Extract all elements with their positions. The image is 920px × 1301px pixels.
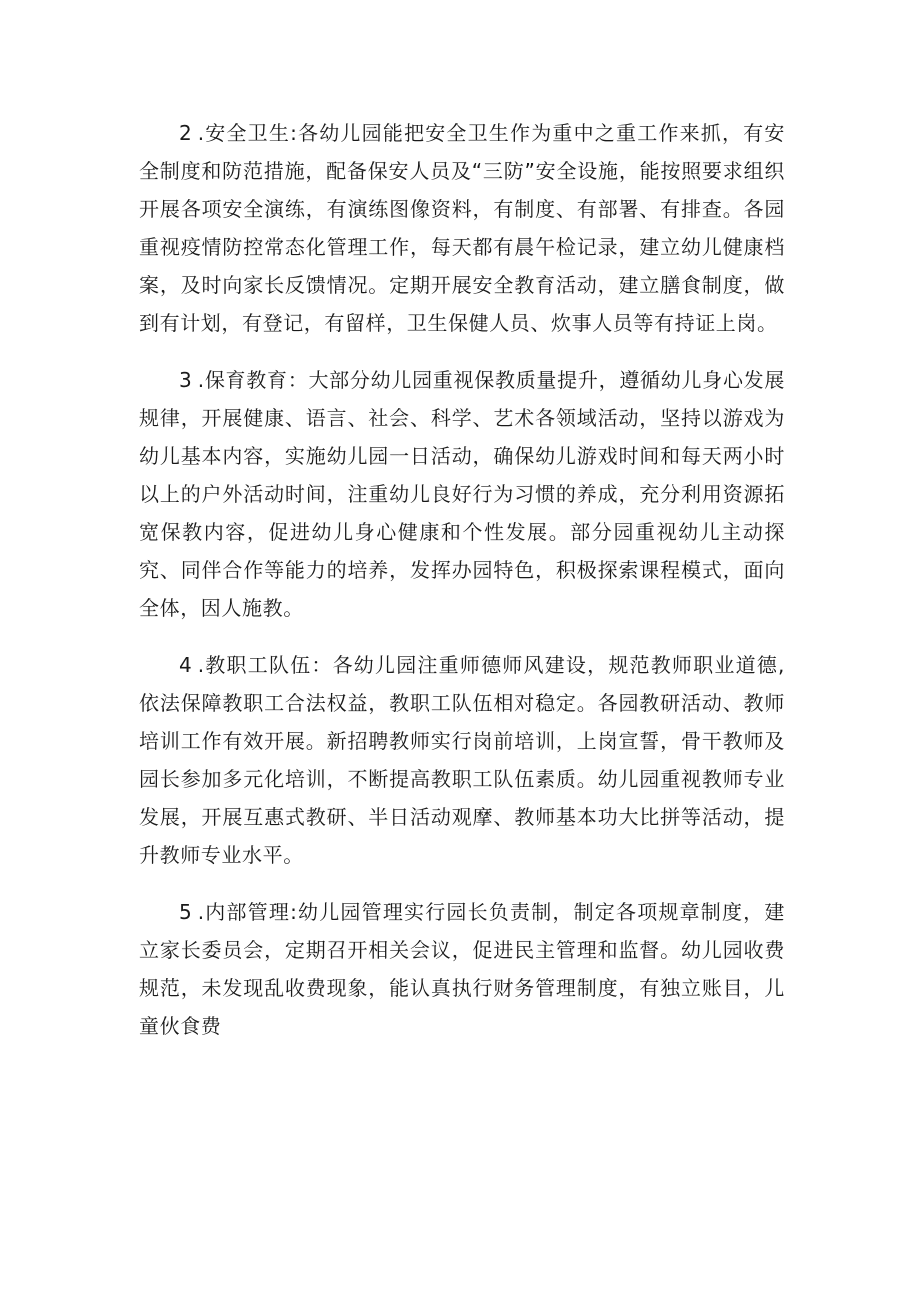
paragraph-care-education: [139, 361, 785, 627]
paragraph-heading: .教职工队伍：: [197, 653, 333, 677]
paragraph-text: 各幼儿园注重师德师风建设，规范教师职业道德,依法保障教职工合法权益，教职工队伍相对稳定。各园教研活动、教师培训工作有效开展。新招聘教师实行岗前培训，上岗宣誓，骨干教师及园长参加多元化培训，不断提高教职工队伍素质。幼儿园重视教师专业发展，开展互惠式教研、半日活动观摩、教师基本功大比拼等活动，提升教师专业水平。: [139, 653, 785, 867]
document-body: [139, 114, 785, 1064]
paragraph-heading: .保育教育：: [197, 368, 309, 392]
paragraph-text: 各幼儿园能把安全卫生作为重中之重工作来抓，有安全制度和防范措施，配备保安人员及“三防”安全设施，能按照要求组织开展各项安全演练，有演练图像资料，有制度、有部署、有排查。各园重视疫情防控常态化管理工作，每天都有晨午检记录，建立幼儿健康档案，及时向家长反馈情况。定期开展安全教育活动，建立膳食制度，做到有计划，有登记，有留样，卫生保健人员、炊事人员等有持证上岗。: [139, 121, 785, 335]
paragraph-heading: .安全卫生:: [197, 121, 298, 145]
paragraph-staff-team: [139, 646, 785, 874]
paragraph-text: 幼儿园管理实行园长负责制，制定各项规章制度，建立家长委员会，定期召开相关会议，促进民主管理和监督。幼儿园收费规范，未发现乱收费现象，能认真执行财务管理制度，有独立账目，儿童伙食费: [139, 900, 785, 1038]
paragraph-number: 2: [179, 121, 198, 145]
paragraph-number: 5: [179, 900, 198, 924]
paragraph-safety-hygiene: [139, 114, 785, 342]
paragraph-number: 4: [179, 653, 198, 677]
paragraph-heading: .内部管理:: [197, 900, 298, 924]
paragraph-number: 3: [179, 368, 198, 392]
paragraph-internal-management: [139, 893, 785, 1045]
paragraph-text: 大部分幼儿园重视保教质量提升，遵循幼儿身心发展规律，开展健康、语言、社会、科学、艺术各领域活动，坚持以游戏为幼儿基本内容，实施幼儿园一日活动，确保幼儿游戏时间和每天两小时以上的户外活动时间，注重幼儿良好行为习惯的养成，充分利用资源拓宽保教内容，促进幼儿身心健康和个性发展。部分园重视幼儿主动探究、同伴合作等能力的培养，发挥办园特色，积极探索课程模式，面向全体，因人施教。: [139, 368, 785, 620]
